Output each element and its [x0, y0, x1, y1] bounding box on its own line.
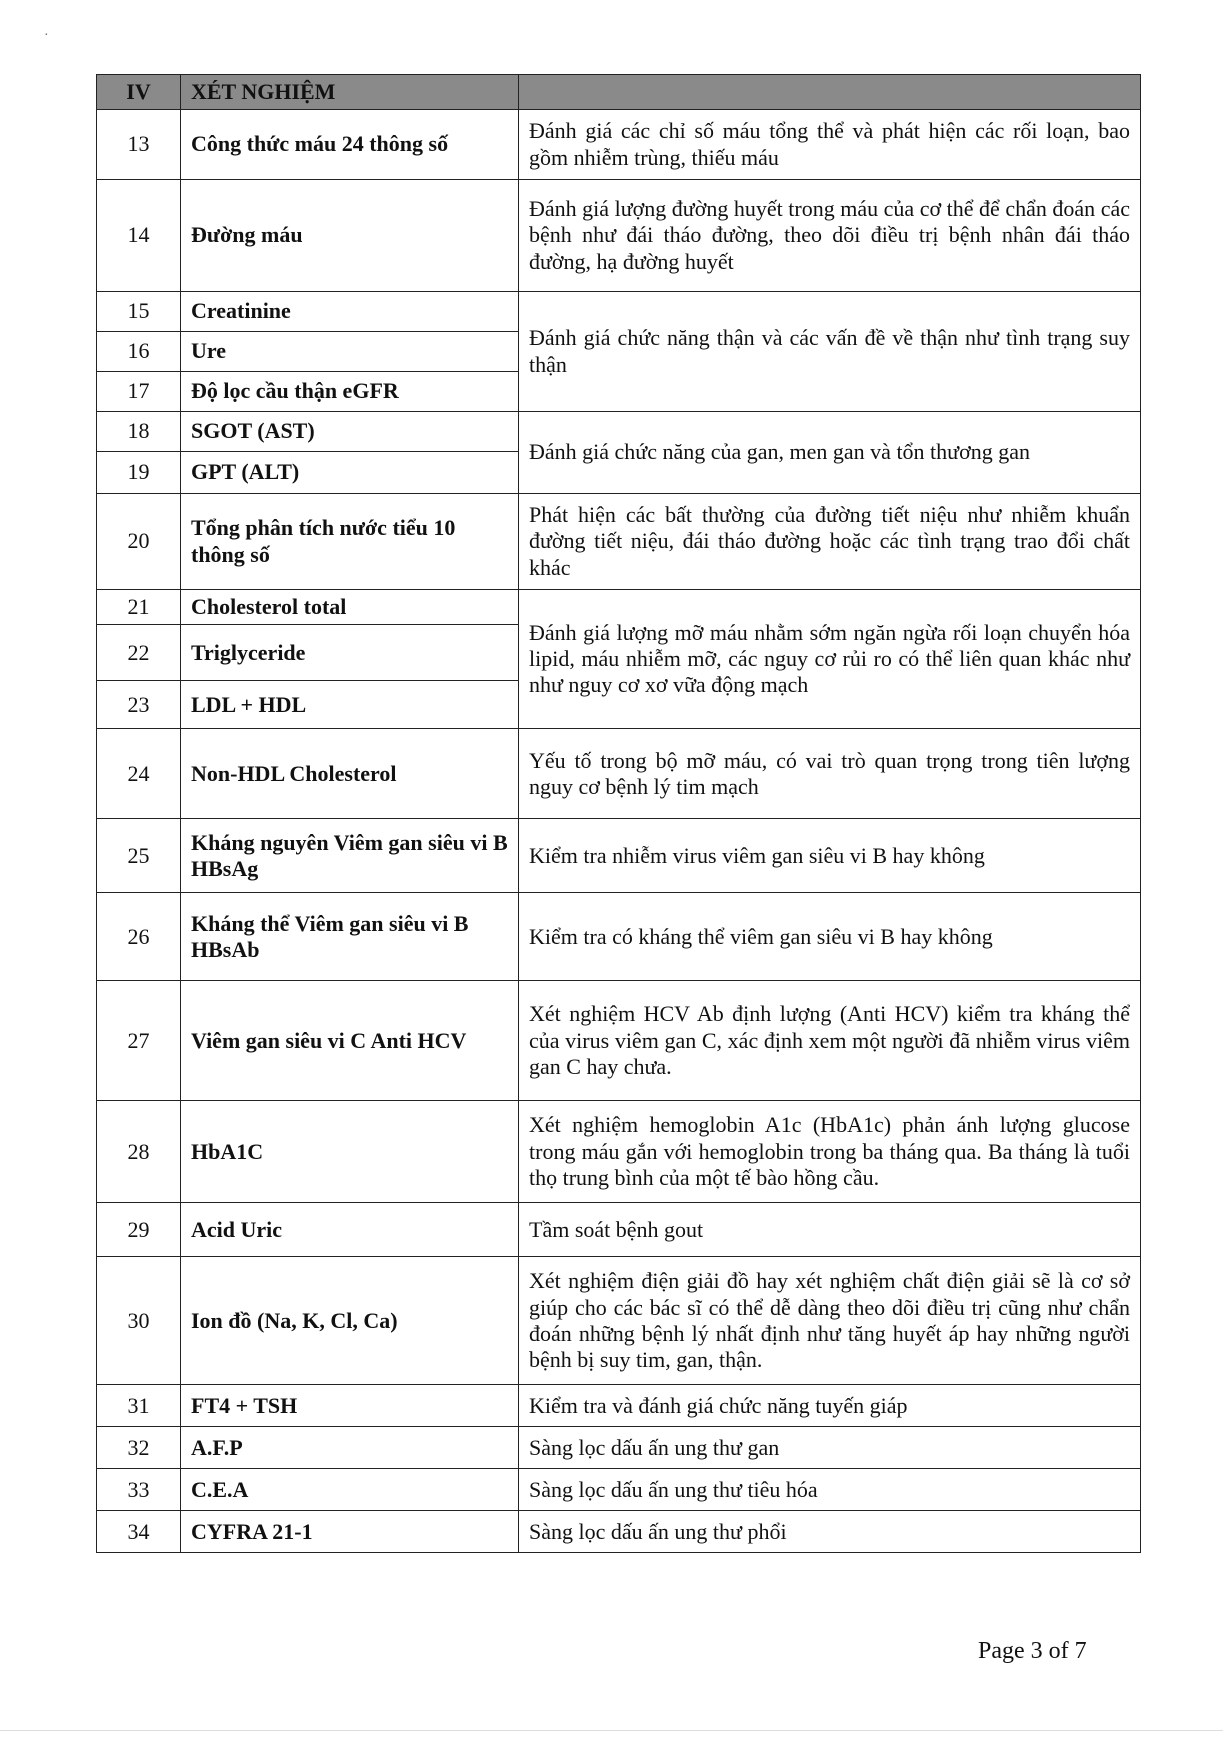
- section-title: XÉT NGHIỆM: [181, 75, 519, 110]
- row-number: 34: [97, 1511, 181, 1553]
- test-name: SGOT (AST): [181, 412, 519, 452]
- test-name: Kháng thể Viêm gan siêu vi B HBsAb: [181, 893, 519, 981]
- row-number: 31: [97, 1385, 181, 1427]
- header-empty-cell: [519, 75, 1141, 110]
- row-number: 27: [97, 981, 181, 1101]
- test-name: Ure: [181, 332, 519, 372]
- test-description: Sàng lọc dấu ấn ung thư phổi: [519, 1511, 1141, 1553]
- test-name: Triglyceride: [181, 625, 519, 681]
- bottom-divider: [0, 1730, 1223, 1731]
- page-number: Page 3 of 7: [978, 1638, 1087, 1664]
- test-description: Đánh giá các chỉ số máu tổng thể và phát hiện các rối loạn, bao gồm nhiễm trùng, thiếu máu: [519, 110, 1141, 180]
- table-row: [97, 1427, 1141, 1469]
- row-number: 33: [97, 1469, 181, 1511]
- table-row: [97, 1257, 1141, 1385]
- test-description: Đánh giá chức năng của gan, men gan và tổn thương gan: [519, 412, 1141, 494]
- row-number: 32: [97, 1427, 181, 1469]
- row-number: 15: [97, 292, 181, 332]
- test-description: Xét nghiệm HCV Ab định lượng (Anti HCV) kiểm tra kháng thể của virus viêm gan C, xác định xem một người đã nhiễm virus viêm gan C hay chưa.: [519, 981, 1141, 1101]
- row-number: 24: [97, 729, 181, 819]
- row-number: 20: [97, 494, 181, 590]
- test-description: Đánh giá chức năng thận và các vấn đề về thận như tình trạng suy thận: [519, 292, 1141, 412]
- row-number: 29: [97, 1203, 181, 1257]
- row-number: 17: [97, 372, 181, 412]
- row-number: 23: [97, 681, 181, 729]
- row-number: 28: [97, 1101, 181, 1203]
- test-name: Đường máu: [181, 180, 519, 292]
- table-row: [97, 729, 1141, 819]
- row-number: 18: [97, 412, 181, 452]
- test-name: Creatinine: [181, 292, 519, 332]
- test-name: CYFRA 21-1: [181, 1511, 519, 1553]
- row-number: 26: [97, 893, 181, 981]
- table-row: [97, 819, 1141, 893]
- table-row: [97, 1511, 1141, 1553]
- test-description: Kiểm tra nhiễm virus viêm gan siêu vi B hay không: [519, 819, 1141, 893]
- test-name: C.E.A: [181, 1469, 519, 1511]
- test-name: HbA1C: [181, 1101, 519, 1203]
- row-number: 25: [97, 819, 181, 893]
- test-name: Cholesterol total: [181, 590, 519, 625]
- test-name: LDL + HDL: [181, 681, 519, 729]
- row-number: 14: [97, 180, 181, 292]
- table-row: [97, 412, 1141, 452]
- test-name: Ion đồ (Na, K, Cl, Ca): [181, 1257, 519, 1385]
- table-row: [97, 1385, 1141, 1427]
- test-description: Sàng lọc dấu ấn ung thư gan: [519, 1427, 1141, 1469]
- test-name: Công thức máu 24 thông số: [181, 110, 519, 180]
- table-row: [97, 1469, 1141, 1511]
- test-name: Độ lọc cầu thận eGFR: [181, 372, 519, 412]
- corner-mark: ·: [44, 28, 49, 43]
- row-number: 21: [97, 590, 181, 625]
- table-row: [97, 1203, 1141, 1257]
- row-number: 30: [97, 1257, 181, 1385]
- row-number: 16: [97, 332, 181, 372]
- table-row: [97, 180, 1141, 292]
- table-row: [97, 1101, 1141, 1203]
- section-number: IV: [97, 75, 181, 110]
- test-name: Kháng nguyên Viêm gan siêu vi B HBsAg: [181, 819, 519, 893]
- exam-table: [96, 74, 1141, 1553]
- row-number: 22: [97, 625, 181, 681]
- test-name: Acid Uric: [181, 1203, 519, 1257]
- test-name: A.F.P: [181, 1427, 519, 1469]
- test-description: Yếu tố trong bộ mỡ máu, có vai trò quan trọng trong tiên lượng nguy cơ bệnh lý tim mạch: [519, 729, 1141, 819]
- table-row: [97, 494, 1141, 590]
- test-description: Xét nghiệm hemoglobin A1c (HbA1c) phản ánh lượng glucose trong máu gắn với hemoglobin trong ba tháng qua. Ba tháng là tuổi thọ trung bình của một tế bào hồng cầu.: [519, 1101, 1141, 1203]
- test-description: Đánh giá lượng mỡ máu nhằm sớm ngăn ngừa rối loạn chuyển hóa lipid, máu nhiễm mỡ, các nguy cơ rủi ro có thể liên quan khác như như nguy cơ xơ vữa động mạch: [519, 590, 1141, 729]
- test-name: GPT (ALT): [181, 452, 519, 494]
- test-description: Xét nghiệm điện giải đồ hay xét nghiệm chất điện giải sẽ là cơ sở giúp cho các bác sĩ có thể dễ dàng theo dõi điều trị cũng như chẩn đoán những bệnh lý nhất định như tăng huyết áp hay những người bệnh bị suy tim, gan, thận.: [519, 1257, 1141, 1385]
- test-name: Non-HDL Cholesterol: [181, 729, 519, 819]
- row-number: 19: [97, 452, 181, 494]
- table-row: [97, 981, 1141, 1101]
- test-name: Tổng phân tích nước tiểu 10 thông số: [181, 494, 519, 590]
- table-header-row: [97, 75, 1141, 110]
- test-description: Sàng lọc dấu ấn ung thư tiêu hóa: [519, 1469, 1141, 1511]
- test-description: Tầm soát bệnh gout: [519, 1203, 1141, 1257]
- test-description: Đánh giá lượng đường huyết trong máu của cơ thể để chẩn đoán các bệnh như đái tháo đường, theo dõi điều trị bệnh nhân đái tháo đường, hạ đường huyết: [519, 180, 1141, 292]
- test-description: Kiểm tra có kháng thể viêm gan siêu vi B hay không: [519, 893, 1141, 981]
- row-number: 13: [97, 110, 181, 180]
- test-name: Viêm gan siêu vi C Anti HCV: [181, 981, 519, 1101]
- table-row: [97, 110, 1141, 180]
- test-description: Phát hiện các bất thường của đường tiết niệu như nhiễm khuẩn đường tiết niệu, đái tháo đường hoặc các tình trạng trao đổi chất khác: [519, 494, 1141, 590]
- table-row: [97, 292, 1141, 332]
- table-row: [97, 893, 1141, 981]
- table-row: [97, 590, 1141, 625]
- test-name: FT4 + TSH: [181, 1385, 519, 1427]
- test-description: Kiểm tra và đánh giá chức năng tuyến giáp: [519, 1385, 1141, 1427]
